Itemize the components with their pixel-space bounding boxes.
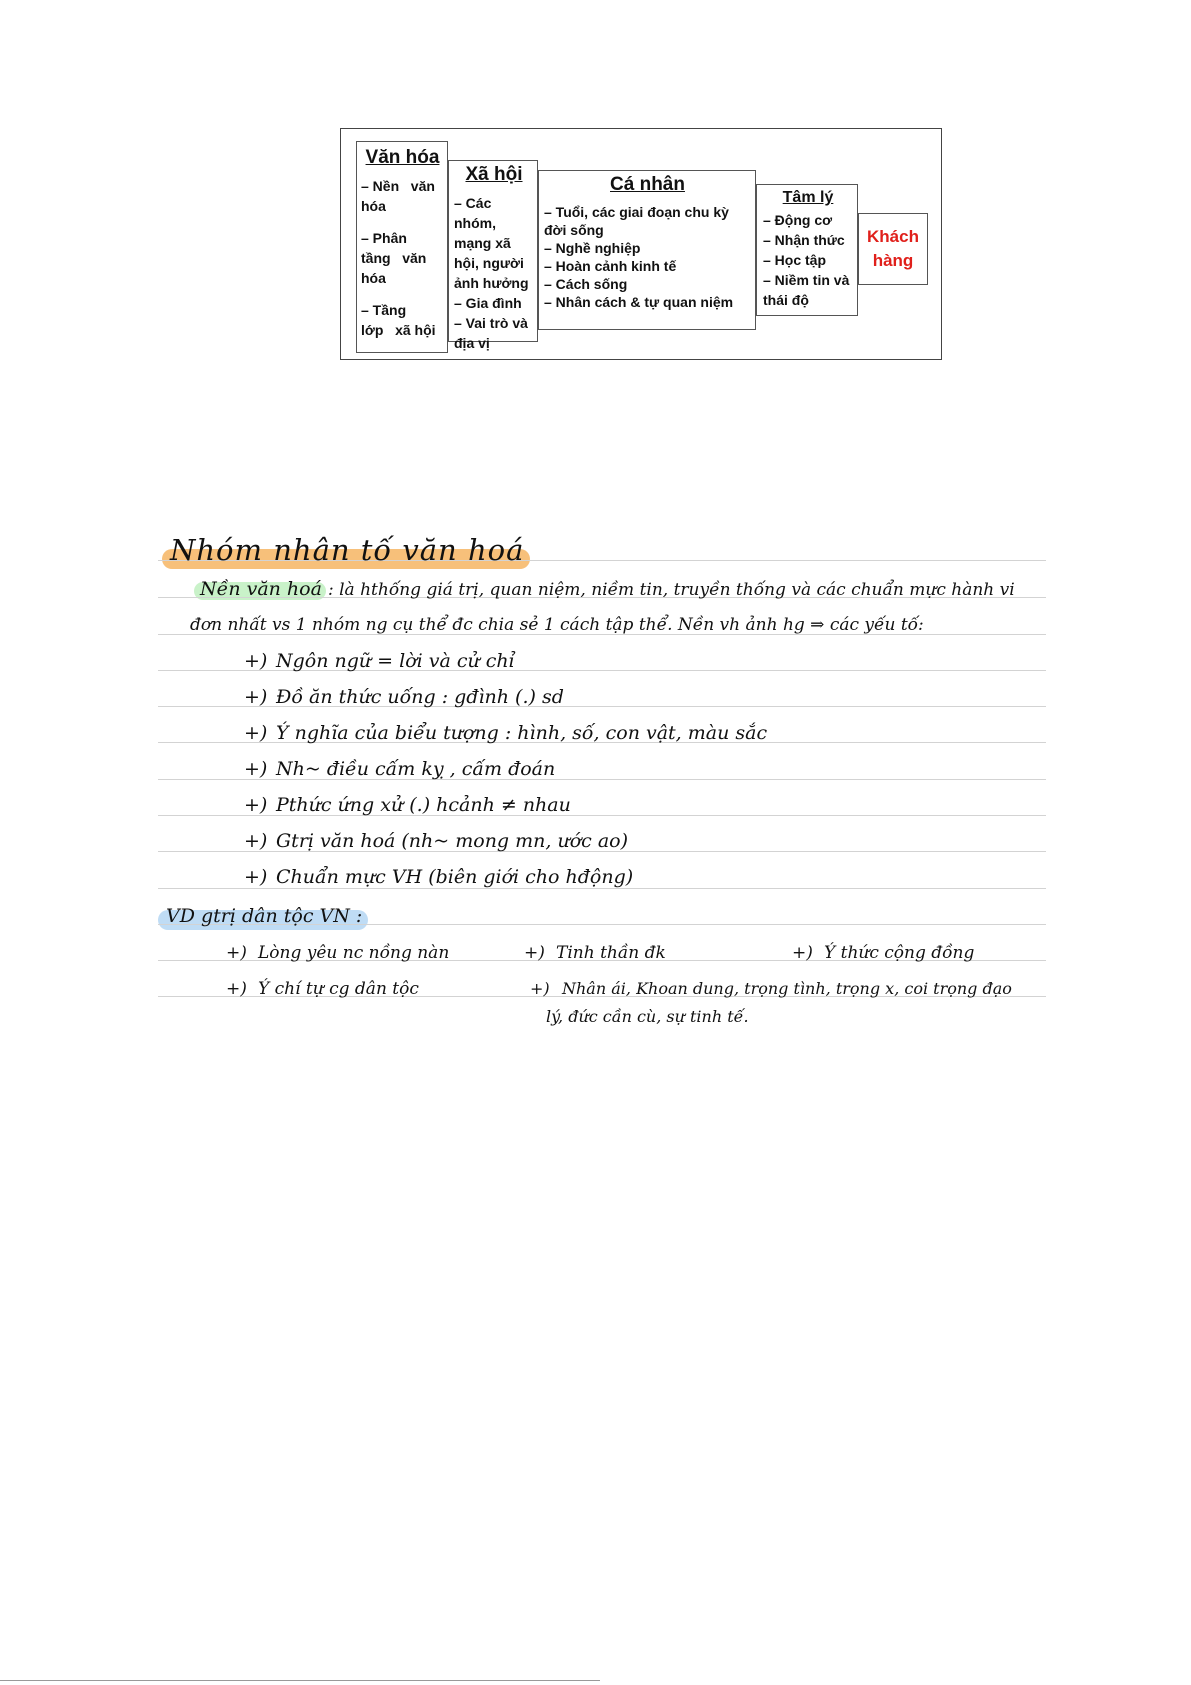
bullet: +) [530, 979, 550, 998]
bullet: +) [244, 686, 268, 708]
society-title: Xã hội [465, 164, 523, 185]
notes-heading-text: Nhóm nhân tố văn hoá [170, 533, 525, 567]
personal-box [538, 170, 756, 330]
factor-item [244, 648, 515, 674]
psychology-title: Tâm lý [782, 189, 834, 206]
factor-text: Đồ ăn thức uống : gđình (.) sd [276, 686, 564, 708]
factor-item [244, 864, 633, 890]
factor-text: Gtrị văn hoá (nh~ mong mn, ước ao) [276, 830, 629, 852]
culture-item: – Tầng lớp xã hội [361, 302, 436, 338]
bullet: +) [226, 979, 247, 999]
bullet: +) [244, 758, 268, 780]
definition-line-2: đơn nhất vs 1 nhóm ng cụ thể đc chia sẻ 1 cách tập thể. Nền vh ảnh hg ⇒ các yếu tố: [190, 615, 924, 635]
example-text: Tinh thần đk [556, 943, 666, 963]
society-box [448, 160, 538, 351]
bullet: +) [244, 722, 268, 744]
factor-text: Ý nghĩa của biểu tượng : hình, số, con vật, màu sắc [276, 722, 768, 744]
factor-text: Nh~ điều cấm kỵ , cấm đoán [276, 758, 556, 780]
example-text: Lòng yêu nc nồng nàn [258, 943, 450, 963]
example-text: Ý chí tự cg dân tộc [258, 979, 419, 999]
factor-text: Chuẩn mực VH (biên giới cho hđộng) [276, 866, 634, 888]
culture-list [361, 176, 444, 340]
society-item: – Các nhóm, mạng xã hội, người ảnh hưởng [454, 195, 529, 291]
psychology-list [763, 210, 853, 310]
example-text-continued: lý, đức cần cù, sự tinh tế. [546, 1007, 749, 1026]
personal-title: Cá nhân [610, 174, 685, 195]
bullet: +) [792, 943, 813, 963]
factor-item [244, 792, 571, 818]
personal-list [544, 203, 751, 311]
culture-item: – Phân tầng văn hóa [361, 230, 427, 286]
bullet: +) [226, 943, 247, 963]
bullet: +) [524, 943, 545, 963]
personal-item: – Hoàn cảnh kinh tế [544, 258, 677, 274]
example-label: VD gtrị dân tộc VN : [166, 905, 363, 927]
bullet: +) [244, 866, 268, 888]
psychology-item: – Nhận thức [763, 232, 845, 248]
customer-line-2: hàng [872, 251, 914, 270]
factor-item [244, 720, 767, 746]
bullet: +) [244, 830, 268, 852]
culture-item: – Nền văn hóa [361, 178, 435, 214]
bullet: +) [244, 650, 268, 672]
factor-item [244, 828, 628, 854]
psychology-box [756, 184, 858, 316]
example-item [530, 976, 1012, 1002]
factor-item [244, 684, 564, 710]
example-heading [166, 903, 362, 929]
example-item [226, 940, 449, 966]
page-edge-line [0, 1680, 600, 1681]
definition-label: Nền văn hoá [200, 578, 322, 600]
customer-line-1: Khách [867, 227, 919, 246]
notes-heading [170, 532, 524, 568]
consumer-behavior-diagram [340, 128, 942, 360]
psychology-item: – Động cơ [763, 212, 833, 228]
example-item [792, 940, 974, 966]
society-item: – Gia đình [454, 295, 522, 311]
definition-line-1 [200, 576, 1015, 603]
factor-text: Ngôn ngữ = lời và cử chỉ [276, 650, 515, 672]
personal-item: – Nghề nghiệp [544, 240, 641, 256]
example-text: Nhân ái, Khoan dung, trọng tình, trọng x, coi trọng đạo [562, 979, 1012, 998]
personal-item: – Nhân cách & tự quan niệm [544, 294, 734, 310]
example-text: Ý thức cộng đồng [824, 943, 975, 963]
factor-item [244, 756, 555, 782]
personal-item: – Tuổi, các giai đoạn chu kỳ đời sống [544, 204, 729, 238]
psychology-item: – Học tập [763, 252, 827, 268]
customer-box [858, 213, 928, 285]
society-item: – Vai trò và địa vị [454, 315, 528, 351]
example-item [524, 940, 666, 966]
psychology-item: – Niềm tin và thái độ [763, 272, 850, 308]
culture-box [356, 141, 448, 353]
society-list [454, 193, 534, 353]
bullet: +) [244, 794, 268, 816]
personal-item: – Cách sống [544, 276, 628, 292]
definition-text-1: : là hthống giá trị, quan niệm, niềm tin, truyền thống và các chuẩn mực hành vi [327, 580, 1015, 600]
example-item [226, 976, 419, 1002]
customer-label [867, 225, 919, 273]
factor-text: Pthức ứng xử (.) hcảnh ≠ nhau [276, 794, 571, 816]
culture-title: Văn hóa [365, 147, 440, 168]
